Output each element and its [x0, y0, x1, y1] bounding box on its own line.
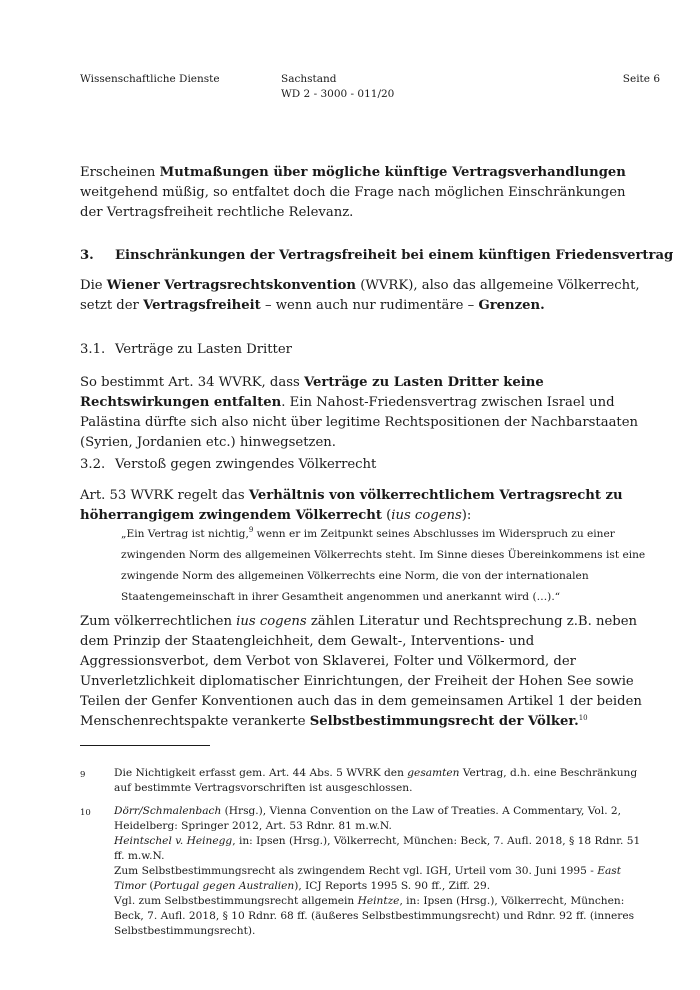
section-3-1-number: 3.1. [80, 342, 106, 357]
section-3-2-paragraph: Art. 53 WVRK regelt das Verhältnis von völkerrechtlichem Vertragsrecht zu höherrangigem zwingendem Völkerrecht (ius cogens): [80, 488, 623, 523]
footnote-10-line-1: Dörr/Schmalenbach (Hrsg.), Vienna Convention on the Law of Treaties. A Commentary, Vol. 2, Heidelberg: Springer 2012, Art. 53 Rdnr. 81 m.w.N. [114, 805, 622, 832]
footnote-ref-10[interactable]: 10 [578, 714, 588, 722]
footnote-separator [80, 745, 210, 746]
footnote-10-line-3: Zum Selbstbestimmungsrecht als zwingendem Recht vgl. IGH, Urteil vom 30. Juni 1995 - East Timor (Portugal gegen Australien), ICJ Reports 1995 S. 90 ff., Ziff. 29. [114, 865, 621, 892]
intro-emphasis: Mutmaßungen über mögliche künftige Vertragsverhandlungen [159, 165, 626, 180]
section-3-heading: Einschränkungen der Vertragsfreiheit bei einem künftigen Friedensvertrag [115, 248, 674, 263]
block-quote: „Ein Vertrag ist nichtig,$^9$ wenn er im Zeitpunkt seines Abschlusses im Widerspruch zu einer zwingenden Norm des allgemeinen Völkerrechts steht. Im Sinne dieses Übereinkommens ist eine zwingende Norm des allgemeinen Völkerrechts eine Norm, die von der internationalen Staatengemeinschaft in ihrer Gesamtheit angenommen und anerkannt wird (…).“ [121, 526, 646, 603]
ius-cogens-paragraph: Zum völkerrechtlichen ius cogens zählen Literatur und Rechtsprechung z.B. neben dem Prinzip der Staatengleichheit, dem Gewalt-, Interventions- und Aggressionsverbot, dem Verbot von Sklaverei, Folter und Völkermord, der Unverletzlichkeit diplomatischer Einrichtungen, der Freiheit der Hohen See sowie Teilen der Genfer Konventionen auch das in dem gemeinsamen Artikel 1 der beiden Menschenrechtspakte verankerte Selbstbestimmungsrecht der Völker.$^{10}$ [80, 614, 642, 729]
section-3-2-heading: Verstoß gegen zwingendes Völkerrecht [115, 457, 377, 472]
footnote-10-number: 10 [80, 808, 91, 818]
section-3-paragraph: Die Wiener Vertragsrechtskonvention (WVRK), also das allgemeine Völkerrecht, setzt der Vertragsfreiheit – wenn auch nur rudimentäre – Grenzen. [80, 278, 640, 313]
section-3-2-number: 3.2. [80, 457, 106, 472]
intro-paragraph: Erscheinen Mutmaßungen über mögliche künftige Vertragsverhandlungen weitgehend müßig, so entfaltet doch die Frage nach möglichen Einschränkungen der Vertragsfreiheit rechtliche Relevanz. [80, 165, 626, 220]
header-org: Wissenschaftliche Dienste [80, 73, 220, 85]
footnote-10-text [114, 804, 649, 939]
footnote-10-line-2: Heintschel v. Heinegg, in: Ipsen (Hrsg.), Völkerrecht, München: Beck, 7. Aufl. 2018, § 18 Rdnr. 51 ff. m.w.N. [114, 835, 641, 862]
header-doctype: Sachstand [281, 73, 337, 85]
footnote-9-number: 9 [80, 770, 86, 780]
header-page-number: Seite 6 [622, 73, 660, 85]
footnote-ref-9[interactable]: 9 [248, 526, 254, 534]
footnote-9-text: Die Nichtigkeit erfasst gem. Art. 44 Abs. 5 WVRK den gesamten Vertrag, d.h. eine Beschränkung auf bestimmte Vertragsvorschriften ist ausgeschlossen. [114, 767, 638, 794]
section-3-1-paragraph: So bestimmt Art. 34 WVRK, dass Verträge zu Lasten Dritter keine Rechtswirkungen entfalten. Ein Nahost-Friedensvertrag zwischen Israel und Palästina dürfte sich also nicht über legitime Rechtspositionen der Nachbarstaaten (Syrien, Jordanien etc.) hinwegsetzen. [80, 375, 639, 450]
header-docnum: WD 2 - 3000 - 011/20 [281, 88, 395, 100]
section-3-number: 3. [80, 248, 94, 263]
section-3-1-heading: Verträge zu Lasten Dritter [115, 342, 292, 357]
footnote-10-line-4: Vgl. zum Selbstbestimmungsrecht allgemein Heintze, in: Ipsen (Hrsg.), Völkerrecht, München: Beck, 7. Aufl. 2018, § 10 Rdnr. 68 ff. (äußeres Selbstbestimmungsrecht) und Rdnr. 92 ff. (inneres Selbstbestimmungsrecht). [114, 895, 635, 937]
